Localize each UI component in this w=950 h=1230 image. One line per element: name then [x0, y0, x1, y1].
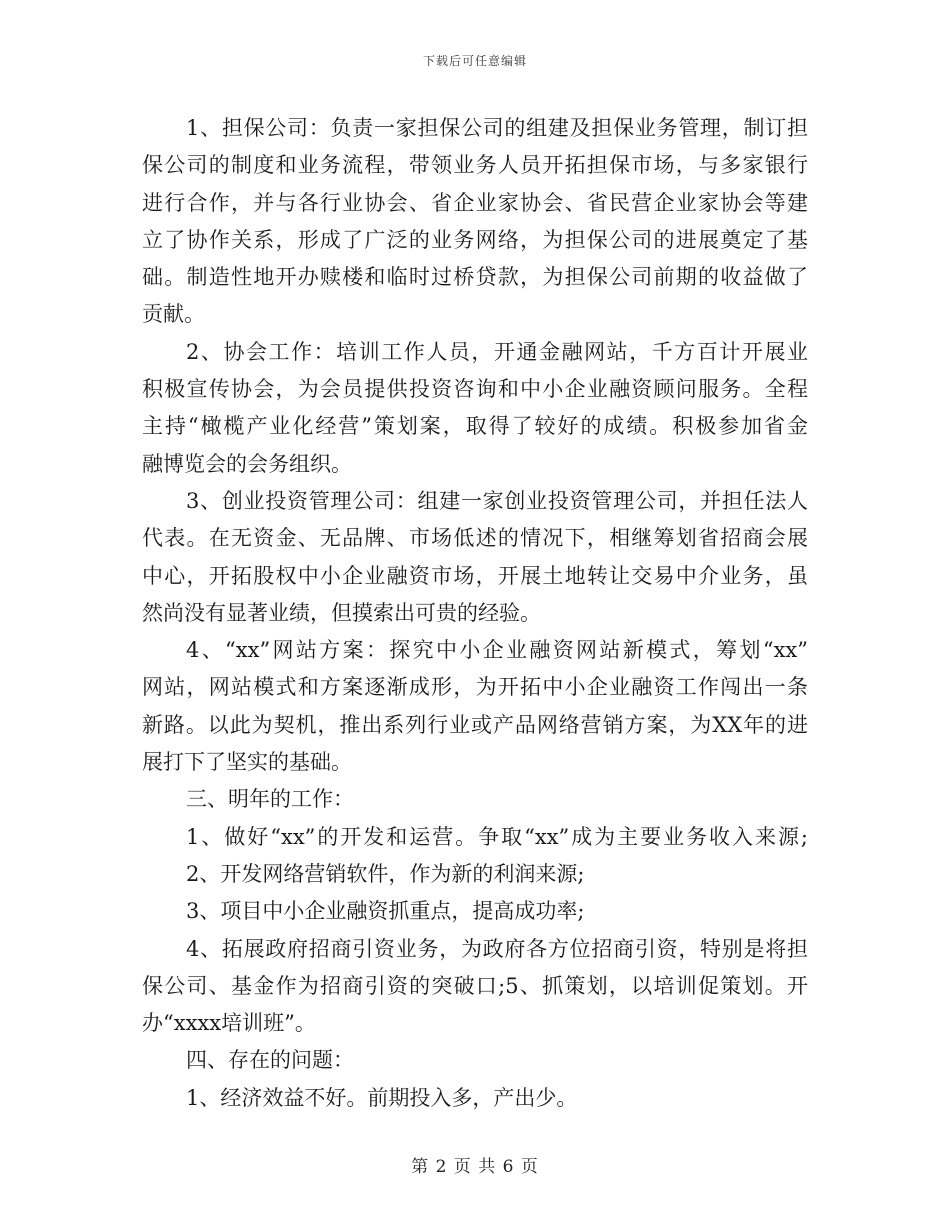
text-line: 办“xxxx培训班”。 — [142, 1011, 316, 1036]
text-line: 网站，网站模式和方案逐渐成形，为开拓中小企业融资工作闯出一条 — [142, 675, 808, 700]
text-line: 4、拓展政府招商引资业务，为政府各方位招商引资，特别是将担 — [186, 936, 808, 961]
text-line: 3、项目中小企业融资抓重点，提高成功率; — [186, 899, 585, 924]
text-line: 融博览会的会务组织。 — [142, 451, 352, 476]
text-line: 3、创业投资管理公司：组建一家创业投资管理公司，并担任法人 — [186, 488, 808, 513]
page-header-note: 下载后可任意编辑 — [422, 54, 527, 68]
text-line: 四、存在的问题： — [186, 1048, 354, 1073]
text-line: 2、开发网络营销软件，作为新的利润来源; — [186, 861, 585, 886]
text-line: 1、做好“xx”的开发和运营。争取“xx”成为主要业务收入来源; — [186, 824, 808, 849]
text-line: 1、经济效益不好。前期投入多，产出少。 — [186, 1085, 578, 1110]
text-line: 2、协会工作：培训工作人员，开通金融网站，千方百计开展业 — [186, 339, 808, 364]
text-line: 代表。在无资金、无品牌、市场低述的情况下，相继筹划省招商会展 — [142, 526, 808, 551]
text-line: 主持“橄榄产业化经营”策划案，取得了较好的成绩。积极参加省金 — [142, 414, 808, 439]
text-line: 三、明年的工作： — [186, 787, 354, 812]
text-line: 然尚没有显著业绩，但摸索出可贵的经验。 — [142, 600, 541, 625]
text-line: 中心，开拓股权中小企业融资市场，开展土地转让交易中介业务，虽 — [142, 563, 808, 588]
page-number: 第 2 页 共 6 页 — [411, 1157, 539, 1177]
text-line: 贡献。 — [142, 302, 205, 327]
text-line: 保公司的制度和业务流程，带领业务人员开拓担保市场，与多家银行 — [142, 153, 808, 178]
text-line: 础。制造性地开办赎楼和临时过桥贷款，为担保公司前期的收益做了 — [142, 265, 808, 290]
text-line: 1、担保公司：负责一家担保公司的组建及担保业务管理，制订担 — [186, 116, 808, 140]
text-line: 进行合作，并与各行业协会、省企业家协会、省民营企业家协会等建 — [142, 190, 808, 215]
text-line: 积极宣传协会，为会员提供投资咨询和中小企业融资顾问服务。全程 — [142, 377, 808, 402]
text-line: 4、“xx”网站方案：探究中小企业融资网站新模式，筹划“xx” — [186, 638, 808, 663]
document-body — [142, 110, 808, 1117]
text-line: 保公司、基金作为招商引资的突破口;5、抓策划，以培训促策划。开 — [142, 973, 808, 998]
text-line: 立了协作关系，形成了广泛的业务网络，为担保公司的进展奠定了基 — [142, 227, 808, 252]
text-line: 展打下了坚实的基础。 — [142, 750, 352, 775]
text-line: 新路。以此为契机，推出系列行业或产品网络营销方案，为XX年的进 — [142, 712, 808, 737]
